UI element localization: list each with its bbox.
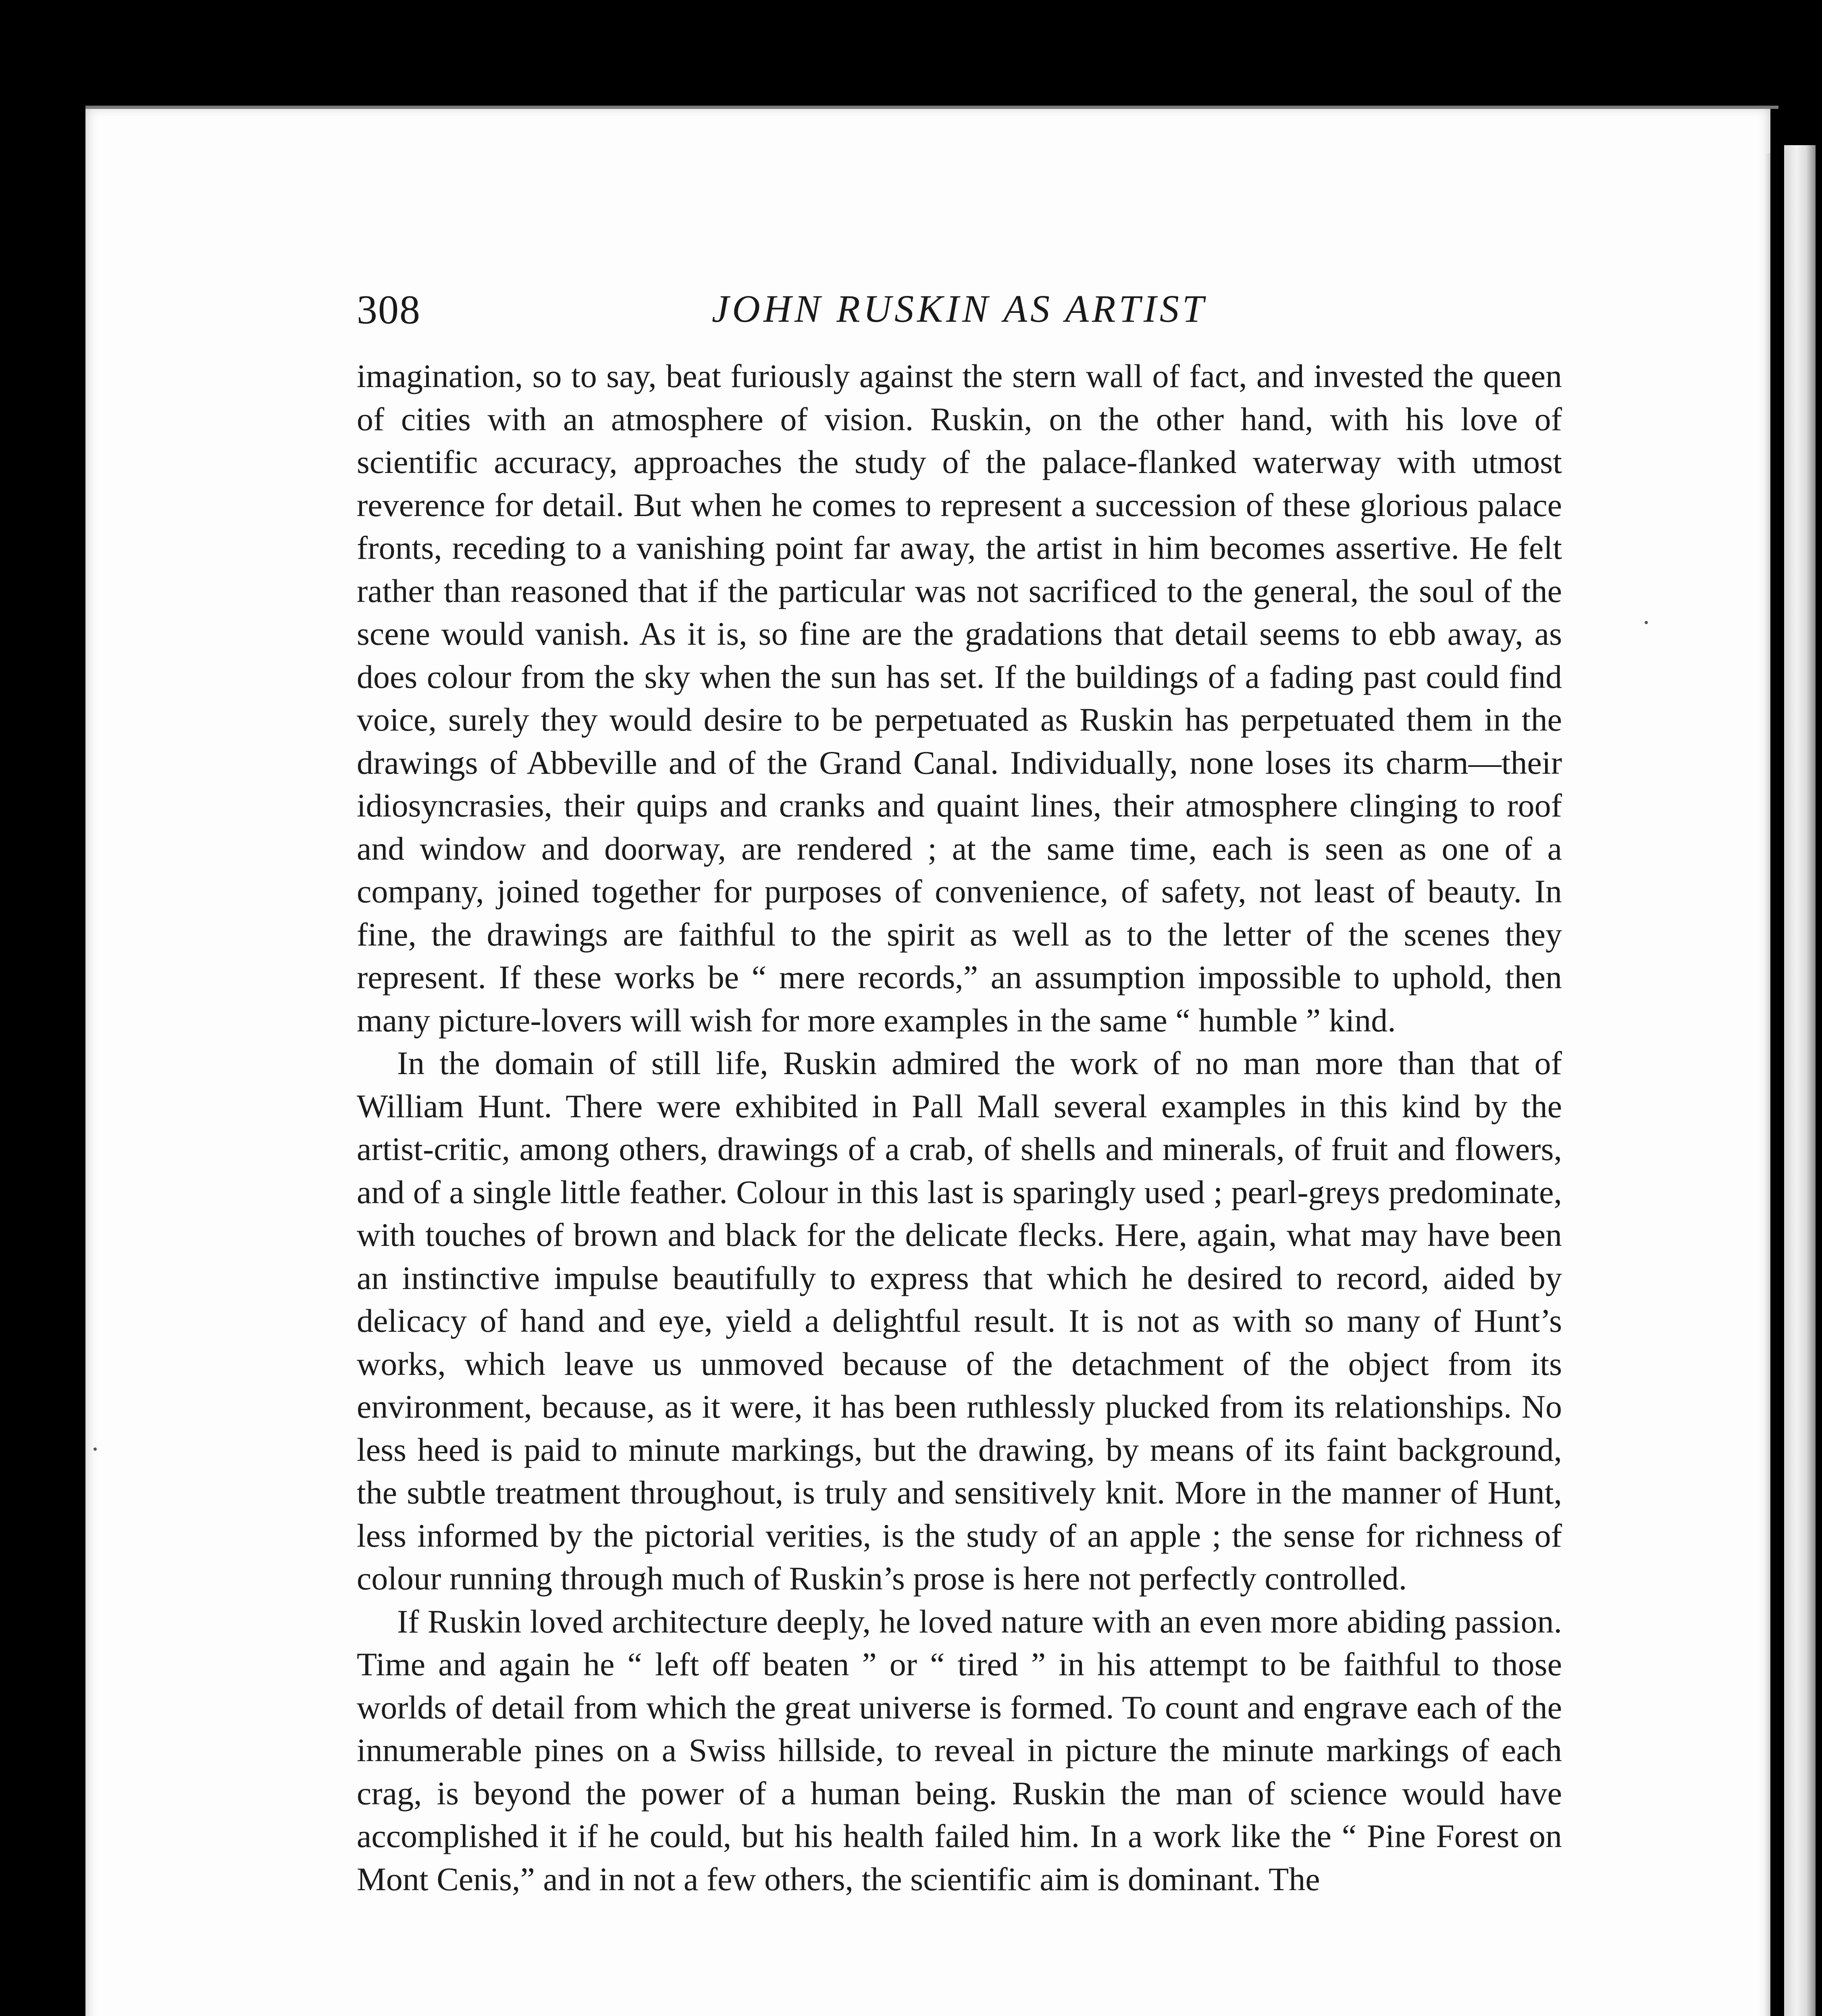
facing-page-edge bbox=[1784, 145, 1816, 2016]
scan-speck bbox=[94, 1447, 97, 1451]
page-header bbox=[357, 282, 1562, 343]
paragraph: imagination, so to say, beat furiously against the stern wall of fact, and invested the queen of cities with an atmosphere of vision. Ruskin, on the other hand, with his love of scientific accuracy, approaches the study of the palace-flanked waterway with utmost reverence for detail. But when he comes to represent a succession of these glorious palace fronts, receding to a vanishing point far away, the artist in him becomes assertive. He felt rather than reasoned that if the particular was not sacrificed to the general, the soul of the scene would vanish. As it is, so fine are the gradations that detail seems to ebb away, as does colour from the sky when the sun has set. If the buildings of a fading past could find voice, surely they would desire to be perpetuated as Ruskin has perpetuated them in the drawings of Abbeville and of the Grand Canal. Individually, none loses its charm—their idiosyncrasies, their quips and cranks and quaint lines, their atmosphere clinging to roof and window and doorway, are rendered ; at the same time, each is seen as one of a company, joined together for purposes of convenience, of safety, not least of beauty. In fine, the drawings are faithful to the spirit as well as to the letter of the scenes they represent. If these works be “ mere records,” an assumption impossible to uphold, then many picture-lovers will wish for more examples in the same “ humble ” kind. bbox=[357, 358, 1562, 1039]
page-number: 308 bbox=[357, 287, 421, 333]
running-head: JOHN RUSKIN AS ARTIST bbox=[711, 287, 1207, 330]
paragraph: In the domain of still life, Ruskin admired the work of no man more than that of William Hunt. There were exhibited in Pall Mall several examples in this kind by the artist-critic, among others, drawings of a crab, of shells and minerals, of fruit and flowers, and of a single little feather. Colour in this last is sparingly used ; pearl-greys predominate, with touches of brown and black for the delicate flecks. Here, again, what may have been an instinctive impulse beautifully to express that which he desired to record, aided by delicacy of hand and eye, yield a delightful result. It is not as with so many of Hunt’s works, which leave us unmoved because of the detachment of the object from its environment, because, as it were, it has been ruthlessly plucked from its relationships. No less heed is paid to minute markings, but the drawing, by means of its faint background, the subtle treatment throughout, is truly and sensitively knit. More in the manner of Hunt, less informed by the pictorial verities, is the study of an apple ; the sense for richness of colour running through much of Ruskin’s prose is here not perfectly controlled. bbox=[357, 1045, 1562, 1597]
paragraph: If Ruskin loved architecture deeply, he loved nature with an even more abiding passion. Time and again he “ left off beaten ” or “ tired ” in his attempt to be faithful to those worlds of detail from which the great universe is formed. To count and engrave each of the innumerable pines on a Swiss hillside, to reveal in picture the minute markings of each crag, is beyond the power of a human being. Ruskin the man of science would have accomplished it if he could, but his health failed him. In a work like the “ Pine Forest on Mont Cenis,” and in not a few others, the scientific aim is dominant. The bbox=[357, 1603, 1562, 1897]
body-text bbox=[357, 355, 1562, 1901]
scan-speck bbox=[1645, 621, 1648, 624]
page-edge bbox=[85, 106, 1778, 109]
gutter-shadow bbox=[1765, 153, 1777, 2016]
